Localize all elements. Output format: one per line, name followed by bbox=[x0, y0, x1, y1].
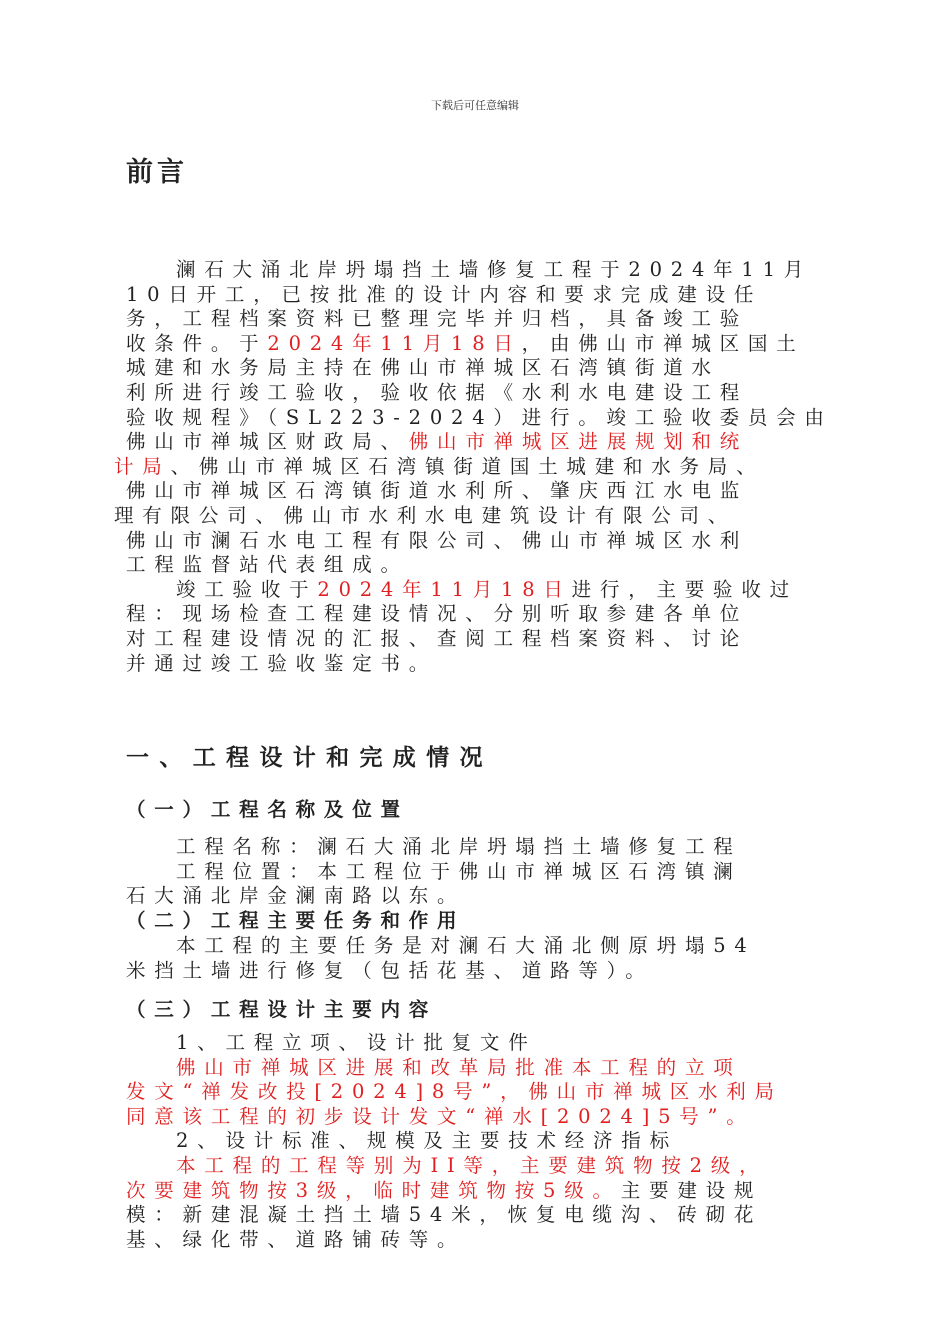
text-line: 佛山市澜石水电工程有限公司、佛山市禅城区水利 bbox=[126, 528, 749, 552]
text-line: 验收规程》（SL223-2024）进行。竣工验收委员会由 bbox=[126, 405, 833, 429]
text-line: 模：新建混凝土挡土墙54米，恢复电缆沟、砖砌花 bbox=[126, 1203, 763, 1227]
text-span: 、佛山市禅城区石湾镇街道国土城建和水务局、 bbox=[170, 454, 765, 478]
text-line bbox=[126, 1179, 856, 1204]
text-line: 城建和水务局主持在佛山市禅城区石湾镇街道水 bbox=[126, 356, 720, 380]
text-span: ，由佛山市禅城区国土 bbox=[521, 331, 805, 355]
highlighted-text: 佛山市禅城区进展规划和统 bbox=[408, 430, 749, 454]
preface-body bbox=[114, 258, 856, 676]
text-line: 澜石大涌北岸坍塌挡土墙修复工程于2024年11月 bbox=[176, 258, 813, 281]
text-line bbox=[126, 578, 856, 603]
text-line: 理有限公司、佛山市水利水电建筑设计有限公司、 bbox=[114, 503, 737, 527]
text-line: 基、绿化带、道路铺砖等。 bbox=[126, 1227, 466, 1251]
text-line: 本工程的主要任务是对澜石大涌北侧原坍塌54 bbox=[176, 934, 756, 957]
download-note: 下载后可任意编辑 bbox=[431, 99, 519, 112]
text-span: 收条件。于 bbox=[126, 331, 268, 355]
text-line bbox=[126, 430, 856, 455]
text-line bbox=[114, 455, 856, 480]
text-span: 主要建设规 bbox=[620, 1178, 763, 1202]
highlighted-text: 次要建筑物按3级，临时建筑物按5级。 bbox=[126, 1178, 621, 1202]
text-line: 2、设计标准、规模及主要技术经济指标 bbox=[176, 1129, 678, 1153]
text-span: 进行，主要验收过 bbox=[571, 577, 798, 601]
text-line: 石大涌北岸金澜南路以东。 bbox=[126, 884, 466, 908]
text-line: 发文“禅发改投[2024]8号”，佛山市禅城区水利局 bbox=[126, 1080, 783, 1104]
page-title: 前言 bbox=[126, 157, 188, 188]
text-span: 佛山市禅城区财政局、 bbox=[126, 430, 409, 454]
section1-sub2 bbox=[126, 908, 856, 983]
text-line bbox=[126, 332, 856, 357]
subsection-heading: （二）工程主要任务和作用 bbox=[126, 909, 466, 932]
highlighted-text: 计局 bbox=[114, 454, 171, 478]
subsection-heading: （三）工程设计主要内容 bbox=[126, 998, 438, 1021]
text-line: 对工程建设情况的汇报、查阅工程档案资料、讨论 bbox=[126, 626, 749, 650]
text-line: 同意该工程的初步设计发文“禅水[2024]5号”。 bbox=[126, 1104, 755, 1128]
text-line: 务，工程档案资料已整理完毕并归档，具备竣工验 bbox=[126, 307, 749, 331]
text-span: 竣工验收于 bbox=[176, 577, 318, 601]
subsection-heading: （一）工程名称及位置 bbox=[126, 798, 409, 821]
highlighted-date: 2024年11月18日 bbox=[267, 331, 522, 355]
text-line: 工程名称：澜石大涌北岸坍塌挡土墙修复工程 bbox=[176, 835, 742, 858]
section1-sub1 bbox=[126, 797, 856, 909]
section1-sub3 bbox=[126, 997, 856, 1252]
text-line: 佛山市禅城区石湾镇街道水利所、肇庆西江水电监 bbox=[126, 479, 749, 503]
text-line: 利所进行竣工验收，验收依据《水利水电建设工程 bbox=[126, 380, 749, 404]
text-line: 1、工程立项、设计批复文件 bbox=[176, 1031, 537, 1054]
text-line: 10日开工，已按批准的设计内容和要求完成建设任 bbox=[126, 282, 763, 306]
text-line: 米挡土墙进行修复（包括花基、道路等）。 bbox=[126, 958, 654, 982]
highlighted-date: 2024年11月18日 bbox=[317, 577, 572, 601]
text-line: 程：现场检查工程建设情况、分别听取参建各单位 bbox=[126, 602, 749, 626]
text-line: 工程位置：本工程位于佛山市禅城区石湾镇澜 bbox=[176, 859, 742, 883]
text-line: 本工程的工程等别为II等，主要建筑物按2级， bbox=[176, 1153, 768, 1177]
section-heading: 一、工程设计和完成情况 bbox=[126, 744, 493, 771]
text-line: 并通过竣工验收鉴定书。 bbox=[126, 651, 438, 675]
text-line: 佛山市禅城区进展和改革局批准本工程的立项 bbox=[176, 1055, 742, 1079]
text-line: 工程监督站代表组成。 bbox=[126, 553, 409, 577]
